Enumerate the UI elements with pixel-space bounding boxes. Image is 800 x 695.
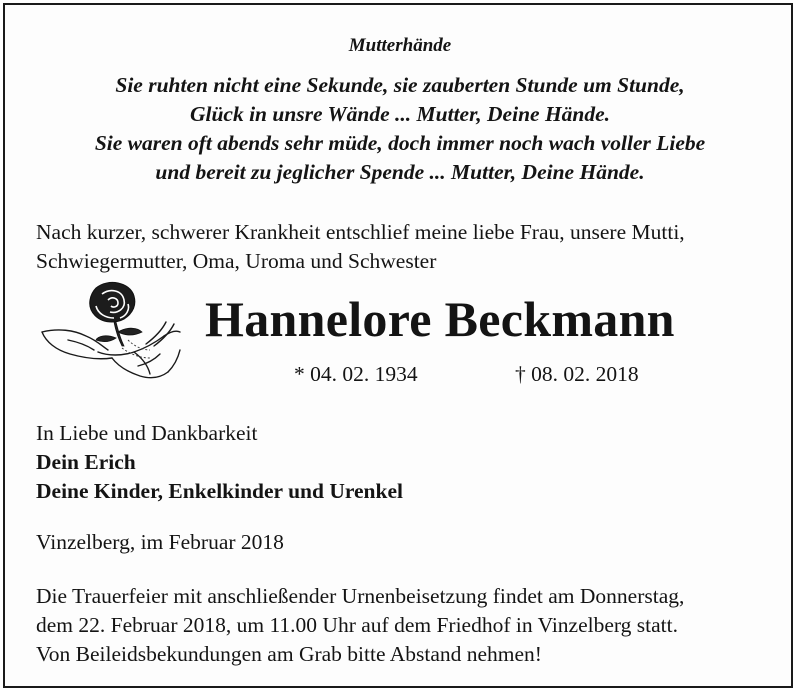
poem-title: Mutterhände [348,35,452,56]
notice-line: dem 22. Februar 2018, um 11.00 Uhr auf dem Friedhof in Vinzelberg statt. [36,613,678,637]
poem [5,35,795,187]
intro-line: Nach kurzer, schwerer Krankheit entschlief meine liebe Frau, unsere Mutti, [36,220,685,244]
intro-line: Schwiegermutter, Oma, Uroma und Schwester [36,249,437,273]
place-and-date: Vinzelberg, im Februar 2018 [36,530,284,554]
rose-in-hands-icon [38,280,188,392]
birth-date: * 04. 02. 1934 [294,362,418,386]
poem-line: Glück in unsre Wände ... Mutter, Deine Hände. [189,102,611,126]
notice-line: Die Trauerfeier mit anschließender Urnenbeisetzung findet am Donnerstag, [36,584,685,608]
obituary-frame [3,3,793,688]
funeral-notice [36,582,786,669]
signature-family: Deine Kinder, Enkelkinder und Urenkel [36,479,403,503]
signatures-intro: In Liebe und Dankbarkeit [36,421,258,445]
death-date: † 08. 02. 2018 [515,362,639,386]
deceased-name: Hannelore Beckmann [205,291,675,347]
poem-line: und bereit zu jeglicher Spende ... Mutter, Deine Hände. [155,160,645,184]
signatures [36,419,403,506]
poem-line: Sie ruhten nicht eine Sekunde, sie zauberten Stunde um Stunde, [115,73,685,97]
signature-spouse: Dein Erich [36,450,136,474]
notice-line: Von Beileidsbekundungen am Grab bitte Abstand nehmen! [36,642,542,666]
death-announcement-intro [36,218,781,276]
poem-line: Sie waren oft abends sehr müde, doch immer noch wach voller Liebe [94,131,706,155]
